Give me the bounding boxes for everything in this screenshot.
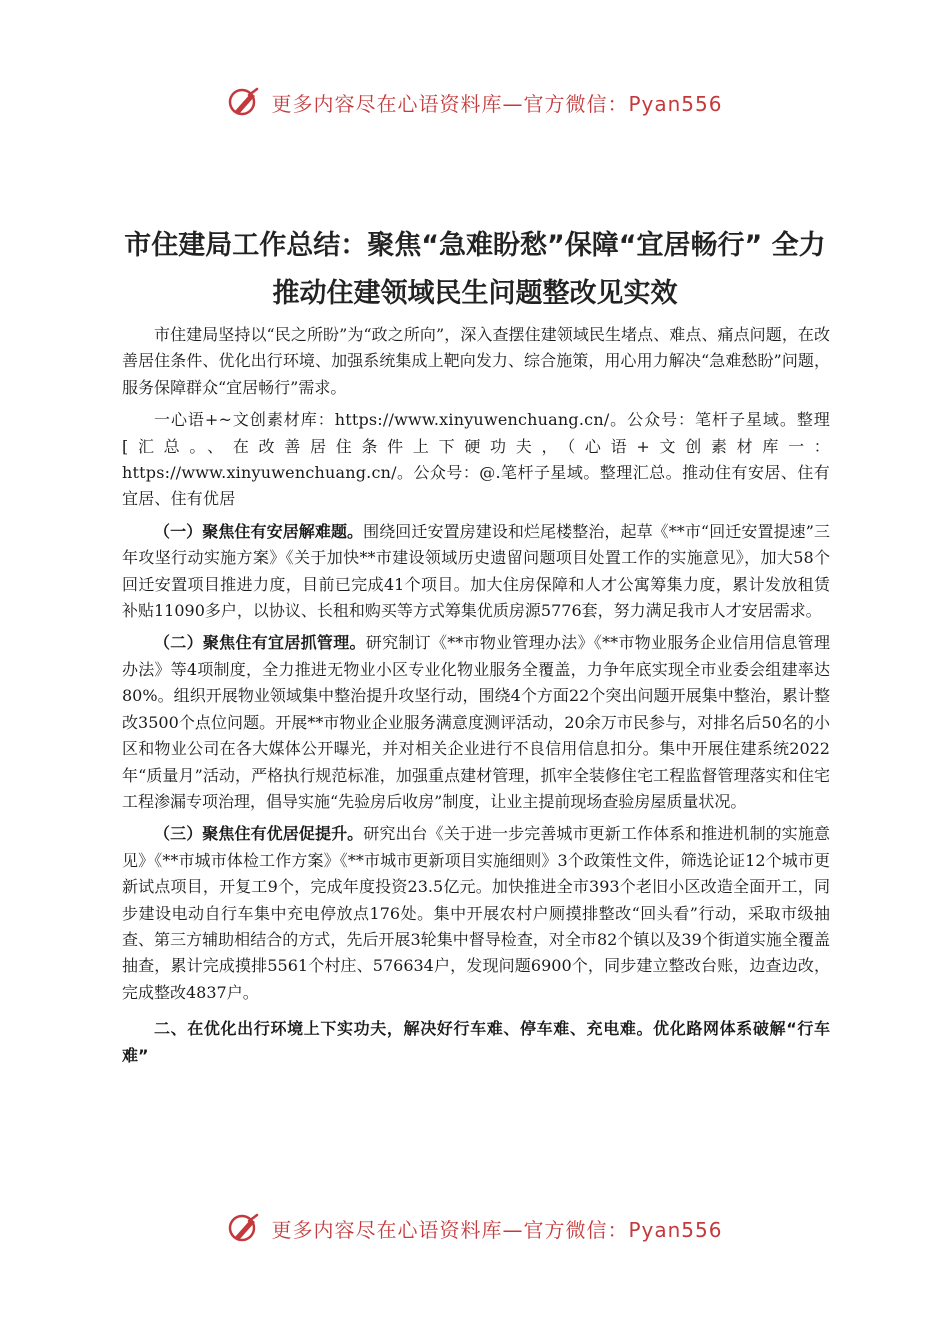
watermark-text: 更多内容尽在心语资料库—官方微信：Pyan556	[271, 91, 723, 116]
pen-logo-icon	[227, 1211, 261, 1245]
part-2-heading: 二、在优化出行环境上下实功夫，解决好行车难、停车难、充电难。优化路网体系破解“行车难”	[122, 1019, 830, 1065]
watermark-banner-top	[0, 82, 950, 122]
pen-logo-icon	[227, 85, 261, 119]
section-2-paragraph	[122, 630, 830, 815]
section-1-heading: （一）聚焦住有安居解难题。	[154, 521, 364, 541]
section-3-heading: （三）聚焦住有优居促提升。	[154, 824, 364, 844]
watermark-text: 更多内容尽在心语资料库—官方微信：Pyan556	[271, 1217, 723, 1242]
section-3-paragraph	[122, 821, 830, 1006]
section-1-paragraph	[122, 519, 830, 625]
section-2-heading: （二）聚焦住有宜居抓管理。	[154, 633, 366, 653]
section-1-text: 围绕回迁安置房建设和烂尾楼整治，起草《**市“回迁安置提速”三年攻坚行动实施方案》《关于加快**市建设领域历史遗留问题项目处置工作的实施意见》，加大58个回迁安置项目推进力度，目前已完成41个项目。加大住房保障和人才公寓筹集力度，累计发放租赁补贴11090多户，以协议、长租和购买等方式筹集优质房源5776套，努力满足我市人才安居需求。	[122, 521, 830, 621]
document-body	[122, 322, 830, 1075]
page-title: 市住建局工作总结：聚焦“急难盼愁”保障“宜居畅行” 全力推动住建领域民生问题整改见实效	[124, 230, 826, 309]
section-3-text: 研究出台《关于进一步完善城市更新工作体系和推进机制的实施意见》《**市城市体检工作方案》《**市城市更新项目实施细则》3个政策性文件，筛选论证12个城市更新试点项目，开复工9个，完成年度投资23.5亿元。加快推进全市393个老旧小区改造全面开工，同步建设电动自行车集中充电停放点176处。集中开展农村户厕摸排整改“回头看”行动，采取市级抽查、第三方辅助相结合的方式，先后开展3轮集中督导检查，对全市82个镇以及39个街道实施全覆盖抽查，累计完成摸排5561个村庄、576634户，发现问题6900个，同步建立整改台账，边查边改，完成整改4837户。	[122, 824, 830, 1002]
source-paragraph: 一心语+~文创素材库：https://www.xinyuwenchuang.cn/。公众号：笔杆子星域。整理[汇总。、在改善居住条件上下硬功夫，（心语+文创素材库一：https://www.xinyuwenchuang.cn/。公众号：@.笔杆子星域。整理汇总。推动住有安居、住有宜居、住有优居	[122, 410, 830, 509]
intro-paragraph: 市住建局坚持以“民之所盼”为“政之所向”，深入查摆住建领域民生堵点、难点、痛点问题，在改善居住条件、优化出行环境、加强系统集成上靶向发力、综合施策，用心用力解决“急难愁盼”问题，服务保障群众“宜居畅行”需求。	[122, 325, 830, 397]
section-2-text: 研究制订《**市物业管理办法》《**市物业服务企业信用信息管理办法》等4项制度，全力推进无物业小区专业化物业服务全覆盖，力争年底实现全市业委会组建率达80%。组织开展物业领域集中整治提升攻坚行动，围绕4个方面22个突出问题开展集中整治，累计整改3500个点位问题。开展**市物业企业服务满意度测评活动，20余万市民参与，对排名后50名的小区和物业公司在各大媒体公开曝光，并对相关企业进行不良信用信息扣分。集中开展住建系统2022年“质量月”活动，严格执行规范标准，加强重点建材管理，抓牢全装修住宅工程监督管理落实和住宅工程渗漏专项治理，倡导实施“先验房后收房”制度，让业主提前现场查验房屋质量状况。	[122, 633, 830, 811]
watermark-banner-bottom	[0, 1208, 950, 1248]
